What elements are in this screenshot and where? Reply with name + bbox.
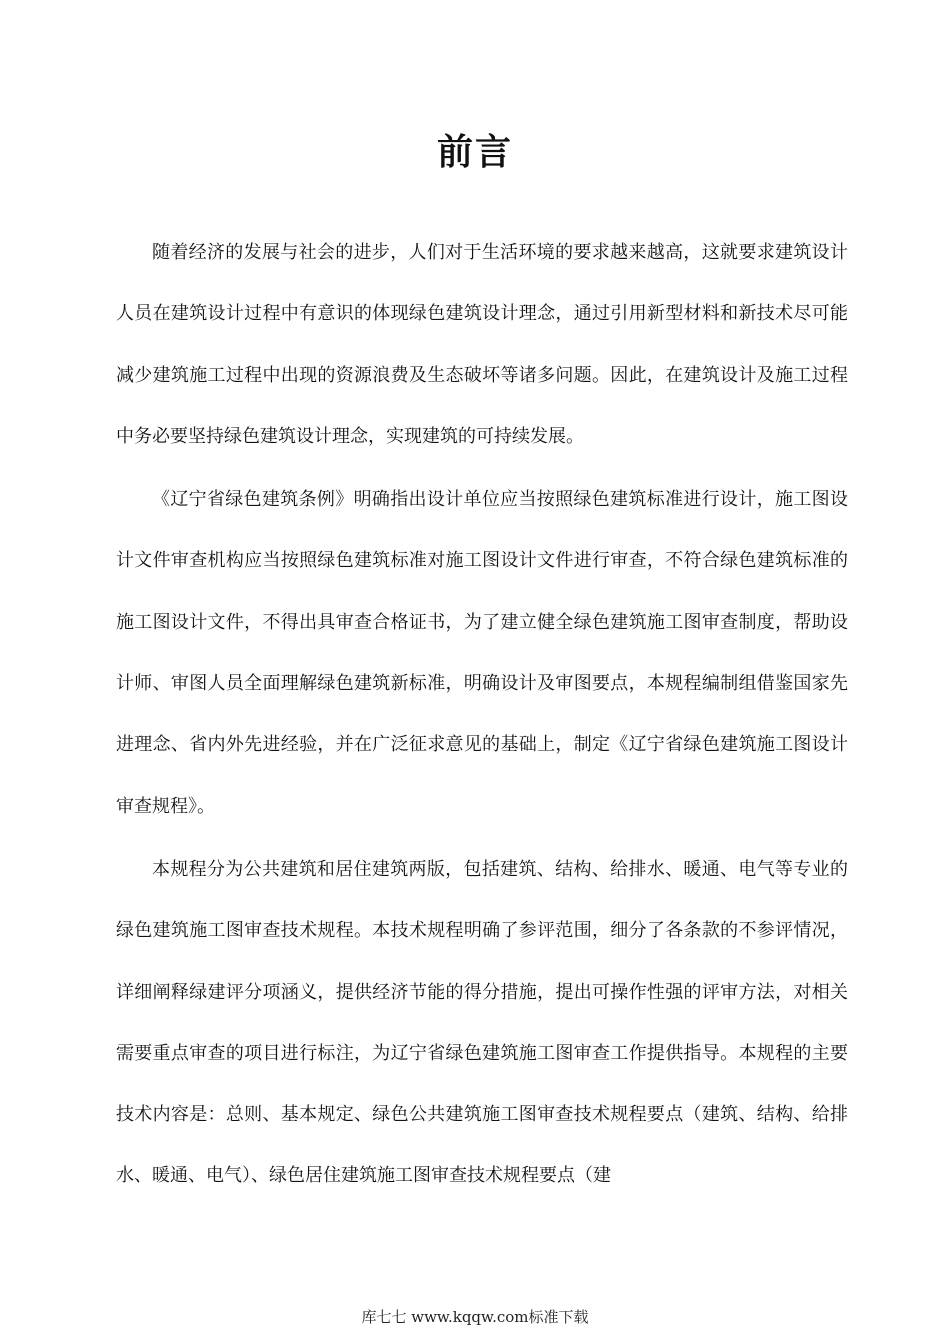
page-title: 前言 <box>436 132 513 173</box>
paragraph-1: 随着经济的发展与社会的进步，人们对于生活环境的要求越来越高，这就要求建筑设计人员在建筑设计过程中有意识的体现绿色建筑设计理念，通过引用新型材料和新技术尽可能减少建筑施工过程中出现的资源浪费及生态破坏等诸多问题。因此，在建筑设计及施工过程中务必要坚持绿色建筑设计理念，实现建筑的可持续发展。 <box>116 242 848 447</box>
paragraph-3: 本规程分为公共建筑和居住建筑两版，包括建筑、结构、给排水、暖通、电气等专业的绿色建筑施工图审查技术规程。本技术规程明确了参评范围，细分了各条款的不参评情况，详细阐释绿建评分项涵义，提供经济节能的得分措施，提出可操作性强的评审方法，对相关需要重点审查的项目进行标注，为辽宁省绿色建筑施工图审查工作提供指导。本规程的主要技术内容是：总则、基本规定、绿色公共建筑施工图审查技术规程要点（建筑、结构、给排水、暖通、电气）、绿色居住建筑施工图审查技术规程要点（建 <box>116 858 848 1187</box>
page-footer: 库七七 www.kqqw.com标准下载 <box>361 1308 589 1326</box>
body-text <box>116 222 848 1209</box>
paragraph-2: 《辽宁省绿色建筑条例》明确指出设计单位应当按照绿色建筑标准进行设计，施工图设计文件审查机构应当按照绿色建筑标准对施工图设计文件进行审查，不符合绿色建筑标准的施工图设计文件，不得出具审查合格证书，为了建立健全绿色建筑施工图审查制度，帮助设计师、审图人员全面理解绿色建筑新标准，明确设计及审图要点，本规程编制组借鉴国家先进理念、省内外先进经验，并在广泛征求意见的基础上，制定《辽宁省绿色建筑施工图设计审查规程》。 <box>116 489 848 817</box>
